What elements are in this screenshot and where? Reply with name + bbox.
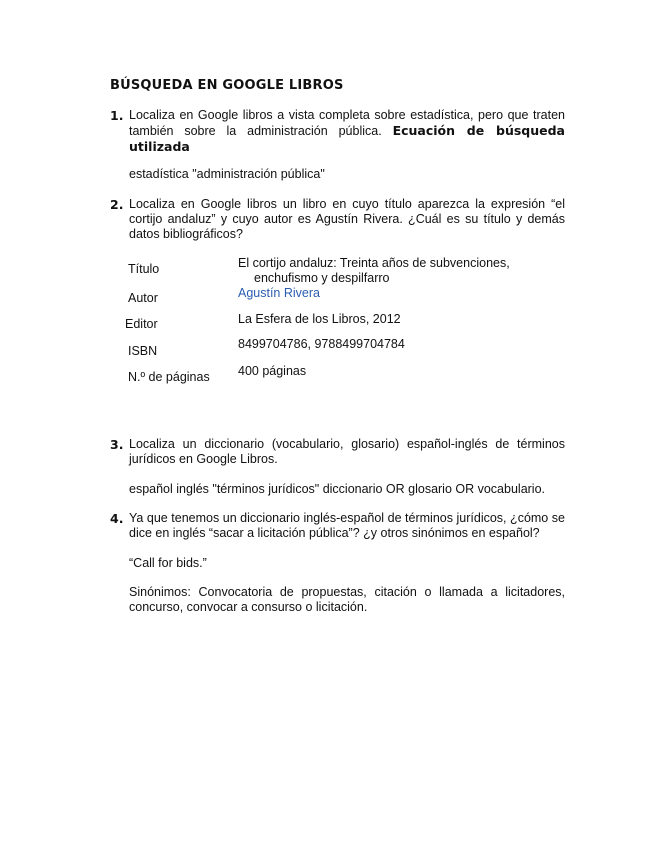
title-value-line-2: enchufismo y despilfarro [254, 271, 390, 285]
question-number: 1. [110, 108, 124, 123]
question-1-body: Localiza en Google libros a vista completa sobre estadística, pero que traten también sobre la administración pública. [129, 108, 565, 138]
search-equation-label: Ecuación de búsqueda utilizada [129, 123, 565, 154]
author-link[interactable]: Agustín Rivera [238, 286, 320, 300]
question-number: 4. [110, 511, 124, 526]
question-4 [110, 511, 565, 541]
question-number: 3. [110, 437, 124, 452]
question-text [129, 108, 565, 155]
pages-label: N.º de páginas [128, 370, 210, 384]
isbn-label: ISBN [128, 344, 158, 358]
author-label: Autor [128, 291, 158, 305]
pages-value: 400 páginas [238, 364, 307, 378]
publisher-label: Editor [125, 317, 158, 331]
title-label: Título [128, 262, 160, 276]
publisher-value: La Esfera de los Libros, 2012 [238, 312, 401, 326]
title-value [238, 256, 538, 286]
answer-4: Sinónimos: Convocatoria de propuestas, citación o llamada a licitadores, concurso, convocar a consurso o licitación. [129, 585, 565, 614]
answer-1: estadística "administración pública" [129, 167, 325, 181]
answer-3: español inglés "términos jurídicos" diccionario OR glosario OR vocabulario. [129, 482, 546, 496]
question-text: Localiza un diccionario (vocabulario, glosario) español-inglés de términos jurídicos en Google Libros. [129, 437, 565, 466]
title-value-line-1: El cortijo andaluz: Treinta años de subvenciones, [238, 256, 510, 270]
question-text: Localiza en Google libros un libro en cuyo título aparezca la expresión “el cortijo andaluz” y cuyo autor es Agustín Rivera. ¿Cuál es su título y demás datos bibliográficos? [129, 197, 565, 241]
question-text: Ya que tenemos un diccionario inglés-español de términos jurídicos, ¿cómo se dice en inglés “sacar a licitación pública”? ¿y otros sinónimos en español? [129, 511, 565, 540]
page-title: BÚSQUEDA EN GOOGLE LIBROS [110, 78, 344, 93]
question-1 [110, 108, 565, 155]
isbn-value: 8499704786, 9788499704784 [238, 337, 405, 351]
question-3 [110, 437, 565, 467]
question-number: 2. [110, 197, 124, 212]
translation-answer: “Call for bids.” [129, 556, 207, 570]
question-2 [110, 197, 565, 242]
